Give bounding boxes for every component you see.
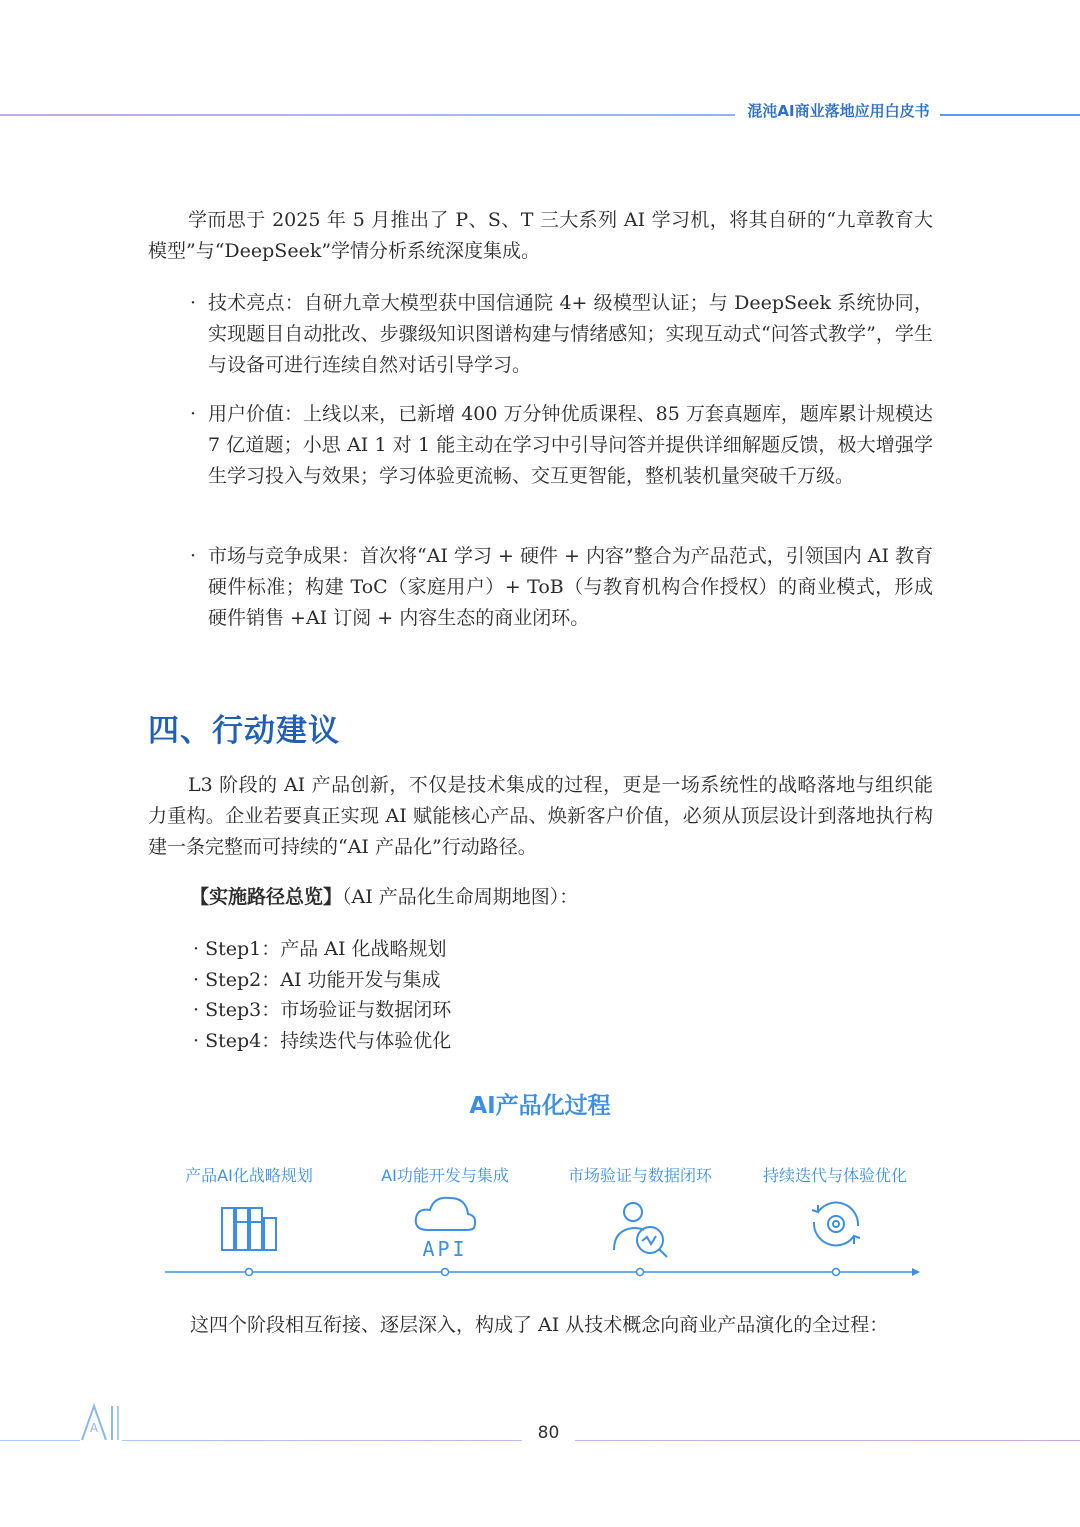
- header-title: 混沌AI商业落地应用白皮书: [747, 102, 930, 120]
- bullet-text: 技术亮点：自研九章大模型获中国信通院 4+ 级模型认证；与 DeepSeek 系统协同，实现题目自动批改、步骤级知识图谱构建与情绪感知；实现互动式“问答式教学”，学生与设备可进行连续自然对话引导学习。: [208, 292, 933, 376]
- timeline-arrow: [912, 1268, 920, 1276]
- bullet-market-results: [190, 541, 933, 634]
- overview-bold: 【实施路径总览】: [190, 886, 343, 908]
- diagram-title: AI产品化过程: [469, 1093, 611, 1119]
- user-analytics-icon: [614, 1203, 667, 1257]
- footer-rule-right: [575, 1440, 1080, 1441]
- timeline-node: [442, 1269, 449, 1276]
- bullet-text: 市场与竞争成果：首次将“AI 学习 + 硬件 + 内容”整合为产品范式，引领国内 AI 教育硬件标准；构建 ToC（家庭用户）+ ToB（与教育机构合作授权）的商业模式，形成硬件销售 +AI 订阅 + 内容生态的商业闭环。: [208, 545, 933, 629]
- process-diagram: [0, 1190, 1080, 1285]
- page-number: 80: [537, 1423, 560, 1443]
- bullet-text: 用户价值：上线以来，已新增 400 万分钟优质课程、85 万套真题库，题库累计规模达 7 亿道题；小思 AI 1 对 1 能主动在学习中引导问答并提供详细解题反馈，极大增强学生学习投入与效果；学习体验更流畅、交互更智能，整机装机量突破千万级。: [208, 403, 933, 487]
- footer-rule-left: [0, 1440, 80, 1441]
- ai-logo: [78, 1402, 124, 1444]
- section-heading: 四、行动建议: [148, 713, 340, 749]
- cloud-api-icon: [416, 1198, 475, 1261]
- header-rule-left: [0, 114, 735, 116]
- intro-paragraph: 学而思于 2025 年 5 月推出了 P、S、T 三大系列 AI 学习机，将其自研的“九章教育大模型”与“DeepSeek”学情分析系统深度集成。: [148, 209, 933, 262]
- bullet-tech-highlights: [190, 288, 933, 381]
- step-item: · Step2：AI 功能开发与集成: [193, 968, 441, 991]
- section-paragraph: L3 阶段的 AI 产品创新，不仅是技术集成的过程，更是一场系统性的战略落地与组织能力重构。企业若要真正实现 AI 赋能核心产品、焕新客户价值，必须从顶层设计到落地执行构建一条完整而可持续的“AI 产品化”行动路径。: [148, 774, 933, 858]
- steps-list: [193, 934, 451, 1056]
- timeline-node: [833, 1269, 840, 1276]
- stage-label-3: 市场验证与数据闭环: [567, 1166, 712, 1185]
- header-rule-right: [940, 114, 1080, 116]
- step-item: · Step1：产品 AI 化战略规划: [193, 938, 447, 960]
- api-icon-text: API: [422, 1237, 468, 1261]
- conclusion-sentence: 这四个阶段相互衔接、逐层深入，构成了 AI 从技术概念向商业产品演化的全过程：: [190, 1314, 889, 1336]
- timeline-node: [246, 1269, 253, 1276]
- overview-line: [190, 882, 578, 913]
- bullet-dot: ·: [190, 545, 197, 567]
- stage-label-1: 产品AI化战略规划: [185, 1166, 313, 1185]
- stage-label-4: 持续迭代与体验优化: [762, 1166, 907, 1185]
- step-item: · Step4：持续迭代与体验优化: [193, 1029, 452, 1052]
- refresh-gear-icon: [812, 1203, 860, 1246]
- overview-rest: （AI 产品化生命周期地图）：: [342, 886, 579, 908]
- bullet-dot: ·: [190, 403, 197, 425]
- svg-text:A: A: [89, 1421, 99, 1435]
- blocks-icon: [222, 1208, 276, 1250]
- footer-rule-mid: [122, 1440, 522, 1441]
- bullet-dot: ·: [190, 292, 197, 314]
- timeline-node: [637, 1269, 644, 1276]
- bullet-user-value: [190, 399, 933, 492]
- step-item: · Step3：市场验证与数据闭环: [193, 999, 452, 1021]
- stage-label-2: AI功能开发与集成: [381, 1166, 509, 1185]
